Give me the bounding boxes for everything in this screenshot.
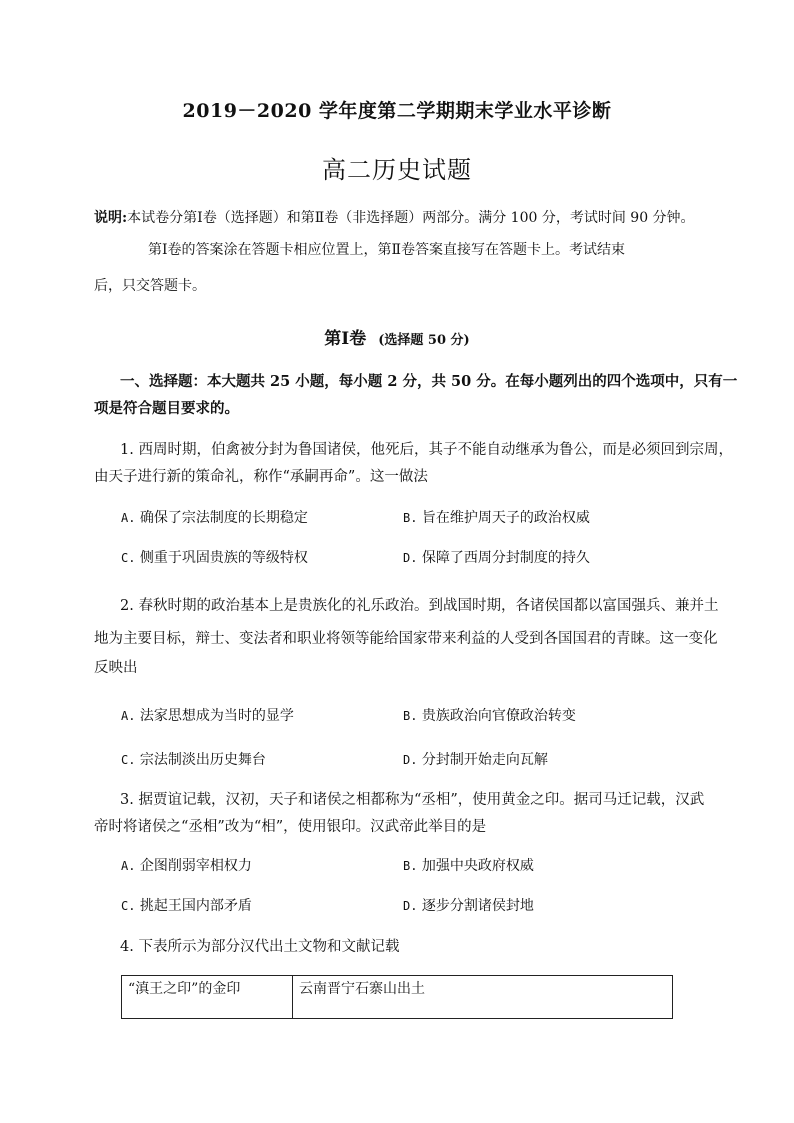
option-text: 确保了宗法制度的长期稳定 [139, 510, 308, 526]
question-1-line-1: 1. 西周时期，伯禽被分封为鲁国诸侯，他死后，其子不能自动继承为鲁公，而是必须回到宗周， [120, 442, 733, 458]
option-text: 加强中央政府权威 [421, 858, 534, 874]
option-text: 旨在维护周天子的政治权威 [421, 510, 590, 526]
question-2-option-b[interactable] [403, 705, 576, 725]
question-1-option-c[interactable] [121, 547, 308, 567]
question-3-line-1: 3. 据贾谊记载，汉初，天子和诸侯之相都称为“丞相”，使用黄金之印。据司马迁记载，汉武 [120, 792, 705, 808]
instructions-label: 说明: [94, 210, 128, 226]
option-label: B. [403, 511, 418, 525]
question-2-option-d[interactable] [403, 749, 548, 769]
section-one-line-1: 一、选择题：本大题共 25 小题，每小题 2 分，共 50 分。在每小题列出的四个选项中，只有一 [120, 373, 738, 390]
question-2-line-3: 反映出 [94, 660, 138, 676]
option-text: 企图削弱宰相权力 [139, 858, 252, 874]
question-1-option-b[interactable] [403, 507, 590, 527]
option-text: 分封制开始走向瓦解 [421, 752, 548, 768]
option-label: B. [403, 859, 418, 873]
option-label: A. [121, 511, 136, 525]
option-label: D. [403, 753, 418, 767]
part-one-title: 第Ⅰ卷 [324, 329, 367, 349]
option-text: 宗法制淡出历史舞台 [139, 752, 266, 768]
exam-title: 2019－2020 学年度第二学期期末学业水平诊断 [182, 100, 612, 122]
option-text: 贵族政治向官僚政治转变 [421, 708, 576, 724]
option-label: A. [121, 709, 136, 723]
option-text: 保障了西周分封制度的持久 [421, 550, 590, 566]
instructions-text-1: 本试卷分第Ⅰ卷（选择题）和第Ⅱ卷（非选择题）两部分。满分 100 分，考试时间 90 分钟。 [127, 210, 695, 226]
question-3-option-c[interactable] [121, 895, 252, 915]
part-one-subtitle: (选择题 50 分) [378, 333, 470, 348]
question-3-option-d[interactable] [403, 895, 534, 915]
instructions-line-1 [94, 208, 695, 228]
question-3-line-2: 帝时将诸侯之“丞相”改为“相”，使用银印。汉武帝此举目的是 [94, 819, 487, 835]
question-1-line-2: 由天子进行新的策命礼，称作“承嗣再命”。这一做法 [94, 469, 428, 485]
artifact-table [121, 975, 673, 1019]
question-2-option-c[interactable] [121, 749, 266, 769]
question-1-option-a[interactable] [121, 507, 308, 527]
option-text: 法家思想成为当时的显学 [139, 708, 294, 724]
question-2-line-1: 2. 春秋时期的政治基本上是贵族化的礼乐政治。到战国时期，各诸侯国都以富国强兵、兼并土 [120, 598, 719, 614]
table-cell-source: 云南晋宁石寨山出土 [293, 976, 673, 1019]
question-1-option-d[interactable] [403, 547, 590, 567]
option-label: D. [403, 899, 418, 913]
table-cell-artifact: “滇王之印”的金印 [122, 976, 293, 1019]
option-text: 逐步分割诸侯封地 [421, 898, 534, 914]
question-3-option-a[interactable] [121, 855, 252, 875]
table-row [122, 976, 673, 1019]
exam-subtitle: 高二历史试题 [322, 156, 472, 184]
option-label: D. [403, 551, 418, 565]
option-label: B. [403, 709, 418, 723]
section-one-line-2: 项是符合题目要求的。 [94, 400, 239, 417]
question-2-option-a[interactable] [121, 705, 294, 725]
option-label: A. [121, 859, 136, 873]
option-label: C. [121, 551, 136, 565]
instructions-line-2: 第Ⅰ卷的答案涂在答题卡相应位置上，第Ⅱ卷答案直接写在答题卡上。考试结束 [148, 242, 626, 258]
option-label: C. [121, 899, 136, 913]
part-one-heading [0, 324, 794, 349]
instructions-line-3: 后，只交答题卡。 [94, 278, 206, 294]
option-text: 侧重于巩固贵族的等级特权 [139, 550, 308, 566]
question-4-line-1: 4. 下表所示为部分汉代出土文物和文献记载 [120, 939, 400, 955]
question-3-option-b[interactable] [403, 855, 534, 875]
option-label: C. [121, 753, 136, 767]
option-text: 挑起王国内部矛盾 [139, 898, 252, 914]
question-2-line-2: 地为主要目标，辩士、变法者和职业将领等能给国家带来利益的人受到各国国君的青睐。这一变化 [94, 631, 718, 647]
